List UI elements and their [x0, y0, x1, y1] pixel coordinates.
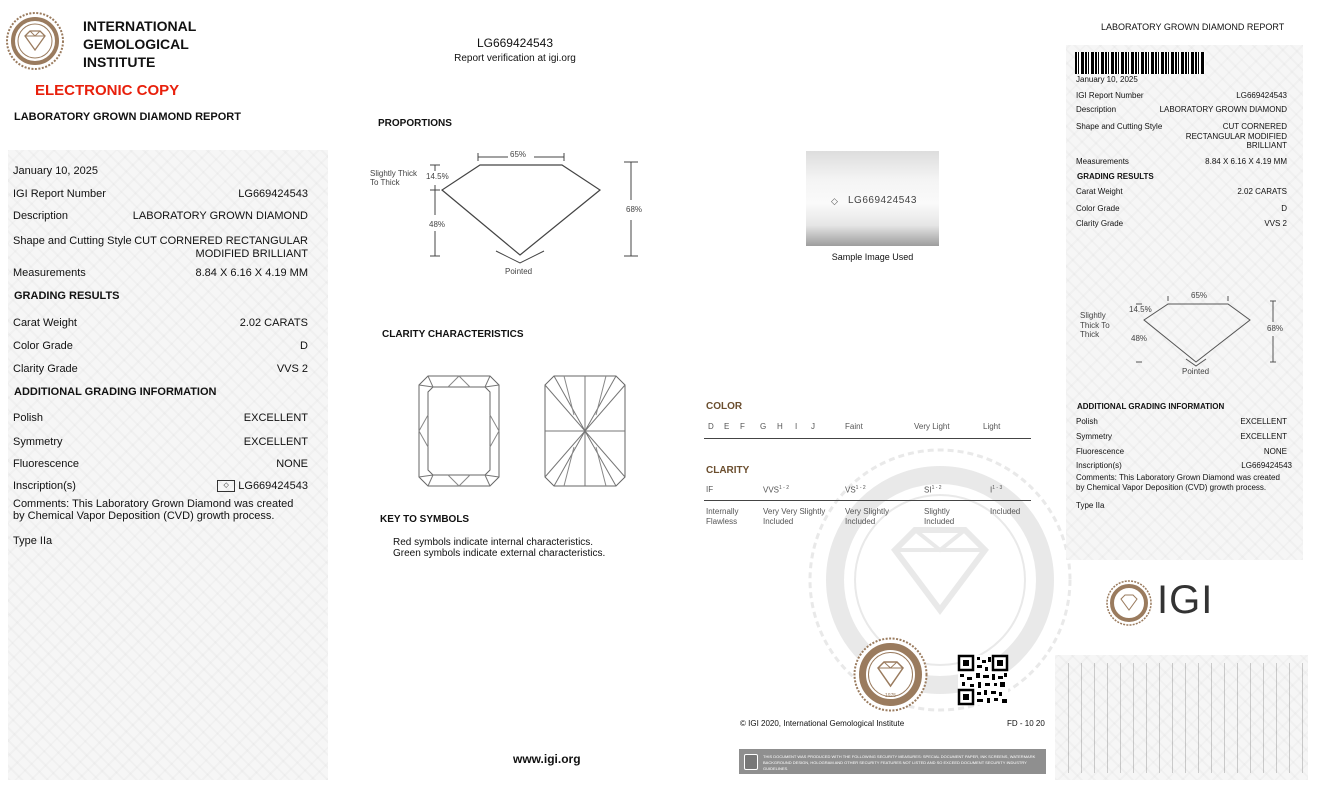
shape-row: [13, 235, 308, 261]
clarity-desc-i: Included: [990, 507, 1021, 516]
mini-type: Type IIa: [1076, 501, 1105, 510]
mini-girdle-line1: Slightly: [1080, 311, 1106, 320]
sample-inscription-icon: ◇: [831, 196, 838, 206]
clarity-scale-vs-label: VS: [845, 485, 856, 495]
color-label: Color Grade: [13, 340, 73, 352]
prop-crown: 14.5%: [426, 172, 449, 181]
color-scale-j: J: [811, 422, 815, 431]
color-scale-h: H: [777, 422, 783, 431]
inscription-value-wrap: [217, 480, 308, 492]
mini-symmetry-value: EXCELLENT: [1240, 432, 1287, 441]
sample-image: [806, 151, 939, 246]
polish-label: Polish: [13, 412, 43, 424]
clarity-desc-vvs: Very Very Slightly Included: [763, 507, 826, 526]
prop-table: 65%: [510, 150, 527, 159]
clarity-plot-crown: [418, 375, 500, 487]
mini-description-value: LABORATORY GROWN DIAMOND: [1159, 105, 1287, 114]
mini-clarity-row: [1076, 219, 1287, 228]
sample-inscription: LG669424543: [848, 195, 917, 206]
color-scale-g: G: [760, 422, 767, 431]
mini-symmetry-row: [1076, 432, 1287, 441]
mini-clarity-label: Clarity Grade: [1076, 219, 1124, 228]
shape-label: Shape and Cutting Style: [13, 235, 132, 247]
igi-seal-logo: [6, 12, 64, 70]
mini-igi-logo-text: IGI: [1157, 578, 1214, 622]
clarity-row: [13, 363, 308, 375]
mini-girdle-line2: Thick To: [1080, 320, 1110, 330]
proportions-diagram: [368, 145, 648, 280]
mini-grading-title: GRADING RESULTS: [1077, 172, 1154, 181]
igi-seal-footer: [853, 637, 928, 712]
clarity-desc-vs: Very Slightly Included: [845, 507, 890, 526]
mini-prop-culet: Pointed: [1182, 367, 1210, 376]
polish-row: [13, 412, 308, 424]
mini-polish-label: Polish: [1076, 417, 1098, 426]
key-symbols-green: Green symbols indicate external characteristics.: [393, 548, 606, 559]
color-scale-light: Light: [983, 422, 1001, 431]
clarity-scale-vs-sup: 1 - 2: [855, 485, 866, 491]
electronic-copy-label: ELECTRONIC COPY: [35, 82, 180, 99]
mini-measurements-label: Measurements: [1076, 157, 1129, 166]
org-name-line2: GEMOLOGICAL: [83, 36, 189, 52]
clarity-scale-vs: [845, 485, 866, 495]
color-scale-title: COLOR: [706, 401, 743, 412]
report-number-value: LG669424543: [238, 188, 308, 200]
measurements-label: Measurements: [13, 267, 86, 279]
carat-value: 2.02 CARATS: [239, 317, 308, 329]
mini-carat-row: [1076, 187, 1287, 196]
color-scale-f: F: [740, 422, 745, 431]
fluorescence-row: [13, 458, 308, 470]
fluorescence-label: Fluorescence: [13, 458, 80, 470]
report-title: LABORATORY GROWN DIAMOND REPORT: [14, 111, 241, 123]
mini-carat-value: 2.02 CARATS: [1237, 187, 1287, 196]
mini-number-value: LG669424543: [1236, 91, 1287, 100]
mini-prop-pavilion: 48%: [1131, 334, 1148, 343]
clarity-scale-si-label: SI: [924, 485, 932, 495]
color-scale-very-light: Very Light: [914, 422, 950, 431]
mini-prop-depth: 68%: [1267, 324, 1284, 333]
symmetry-row: [13, 436, 308, 448]
mini-shape-label: Shape and Cutting Style: [1076, 122, 1163, 131]
report-date: January 10, 2025: [13, 165, 99, 177]
stub-pattern-bg: [1055, 655, 1308, 780]
mini-shape-value: [1186, 122, 1287, 151]
mini-inscription-label: Inscription(s): [1076, 461, 1122, 470]
mini-inscription-value: LG669424543: [1241, 461, 1292, 470]
type-text: Type IIa: [13, 535, 53, 547]
mini-fluorescence-label: Fluorescence: [1076, 447, 1125, 456]
mini-title: LABORATORY GROWN DIAMOND REPORT: [1101, 22, 1285, 32]
mini-date: January 10, 2025: [1076, 75, 1138, 84]
color-scale-i: I: [795, 422, 798, 431]
mini-shape-line2: RECTANGULAR MODIFIED: [1185, 131, 1287, 141]
org-name-line1: INTERNATIONAL: [83, 18, 197, 34]
copyright-text: © IGI 2020, International Gemological Institute: [740, 719, 905, 728]
security-text: THIS DOCUMENT WAS PRODUCED WITH THE FOLLOWING SECURITY MEASURES: SPECIAL DOCUMENT PAPER, INK SCREENS, WATERMARK BACKGROUND DESIGN, HOLOGRAM AND OTHER SECURITY FEATURES NOT LISTED AND SO EXCEED DOCUMENT SECURITY INDUSTRY GUIDELINES.: [763, 754, 1036, 771]
description-value: LABORATORY GROWN DIAMOND: [132, 210, 308, 222]
watermark-seal: [805, 430, 1055, 680]
description-row: [13, 210, 308, 222]
clarity-desc-if: Internally Flawless: [706, 507, 739, 526]
mini-shape-line3: BRILLIANT: [1246, 141, 1287, 150]
header-report-number: LG669424543: [476, 36, 554, 50]
color-scale-faint: Faint: [845, 422, 863, 431]
mini-description-row: [1076, 105, 1287, 114]
mini-number-row: [1076, 91, 1287, 100]
mini-prop-crown: 14.5%: [1129, 305, 1152, 314]
key-symbols-red: Red symbols indicate internal characteristics.: [393, 537, 594, 548]
verify-link[interactable]: Report verification at igi.org: [454, 53, 576, 64]
mini-shape-row: [1076, 122, 1287, 151]
mini-girdle-line3: Thick: [1080, 330, 1100, 339]
mini-polish-value: EXCELLENT: [1240, 417, 1287, 426]
grading-results-title: GRADING RESULTS: [14, 290, 120, 302]
clarity-scale-i-sup: 1 - 3: [992, 485, 1003, 491]
symmetry-value: EXCELLENT: [243, 436, 308, 448]
clarity-scale-i-label: I: [990, 485, 993, 495]
shape-value-line2: MODIFIED BRILLIANT: [195, 248, 308, 260]
mini-igi-seal: [1106, 580, 1152, 626]
mini-proportions-diagram: [1124, 292, 1284, 372]
inscription-label: Inscription(s): [13, 480, 76, 492]
prop-girdle-line2: To Thick: [370, 178, 400, 187]
prop-culet: Pointed: [505, 267, 533, 276]
org-name-line3: INSTITUTE: [83, 54, 156, 70]
mini-symmetry-label: Symmetry: [1076, 432, 1112, 441]
inscription-value: LG669424543: [238, 480, 308, 492]
shape-value: [134, 235, 308, 261]
report-number-row: [13, 188, 308, 200]
stub-rotated-lines: [1063, 663, 1303, 773]
lock-icon: [744, 754, 758, 770]
mini-color-row: [1076, 204, 1287, 213]
carat-row: [13, 317, 308, 329]
website-link[interactable]: www.igi.org: [513, 752, 581, 766]
igi-inscription-icon: ◇: [217, 480, 235, 492]
mini-fluorescence-row: [1076, 447, 1287, 456]
clarity-scale-si-sup: 1 - 2: [931, 485, 942, 491]
mini-carat-label: Carat Weight: [1076, 187, 1123, 196]
clarity-scale-i: [990, 485, 1002, 495]
clarity-scale-si: [924, 485, 942, 495]
clarity-scale-line: [704, 500, 1031, 501]
prop-girdle-line1: Slightly Thick: [370, 169, 417, 178]
additional-info-title: ADDITIONAL GRADING INFORMATION: [14, 386, 217, 398]
measurements-value: 8.84 X 6.16 X 4.19 MM: [195, 267, 308, 279]
color-scale-e: E: [724, 422, 730, 431]
mini-polish-row: [1076, 417, 1287, 426]
prop-girdle: [370, 169, 417, 187]
mini-inscription-row: [1076, 461, 1292, 470]
clarity-scale-vvs-sup: 1 - 2: [779, 485, 790, 491]
key-symbols-title: KEY TO SYMBOLS: [380, 514, 470, 525]
color-scale-d: D: [708, 422, 714, 431]
form-code: FD - 10 20: [1007, 719, 1045, 728]
seal-year: 1975: [884, 693, 897, 699]
mini-comments: Comments: This Laboratory Grown Diamond was created by Chemical Vapor Deposition (CVD) growth process.: [1076, 473, 1280, 492]
mini-color-value: D: [1281, 204, 1287, 213]
security-strip: [739, 749, 1046, 774]
mini-description-label: Description: [1076, 105, 1117, 114]
proportions-title: PROPORTIONS: [378, 118, 452, 129]
sample-caption: Sample Image Used: [831, 252, 914, 262]
fluorescence-value: NONE: [276, 458, 308, 470]
shape-value-line1: CUT CORNERED RECTANGULAR: [134, 235, 308, 247]
clarity-scale-vvs-label: VVS: [763, 485, 780, 495]
mini-measurements-row: [1076, 157, 1287, 166]
mini-shape-line1: CUT CORNERED: [1222, 122, 1287, 131]
inscription-row: [13, 480, 308, 492]
symmetry-label: Symmetry: [13, 436, 63, 448]
measurements-row: [13, 267, 308, 279]
clarity-scale-if: IF: [706, 485, 714, 494]
mini-prop-table: 65%: [1191, 291, 1208, 300]
clarity-characteristics-title: CLARITY CHARACTERISTICS: [382, 329, 524, 340]
carat-label: Carat Weight: [13, 317, 77, 329]
mini-measurements-value: 8.84 X 6.16 X 4.19 MM: [1205, 157, 1287, 166]
polish-value: EXCELLENT: [243, 412, 308, 424]
report-number-label: IGI Report Number: [13, 188, 106, 200]
comments-text: Comments: This Laboratory Grown Diamond was created by Chemical Vapor Deposition (CVD) growth process.: [13, 498, 294, 522]
color-value: D: [300, 340, 308, 352]
mini-prop-girdle: [1080, 311, 1110, 340]
clarity-scale-title: CLARITY: [706, 465, 750, 476]
mini-number-label: IGI Report Number: [1076, 91, 1144, 100]
clarity-plot-pavilion: [544, 375, 626, 487]
qr-code[interactable]: [958, 655, 1008, 705]
clarity-value: VVS 2: [276, 363, 308, 375]
color-row: [13, 340, 308, 352]
clarity-desc-si: Slightly Included: [924, 507, 955, 526]
mini-fluorescence-value: NONE: [1263, 447, 1287, 456]
mini-color-label: Color Grade: [1076, 204, 1120, 213]
color-scale-line: [704, 438, 1031, 439]
clarity-label: Clarity Grade: [13, 363, 78, 375]
prop-depth: 68%: [626, 205, 643, 214]
clarity-scale-vvs: [763, 485, 789, 495]
mini-clarity-value: VVS 2: [1264, 219, 1287, 228]
mini-additional-title: ADDITIONAL GRADING INFORMATION: [1077, 402, 1225, 411]
description-label: Description: [13, 210, 69, 222]
prop-pavilion: 48%: [429, 220, 446, 229]
mini-barcode: [1075, 52, 1205, 74]
